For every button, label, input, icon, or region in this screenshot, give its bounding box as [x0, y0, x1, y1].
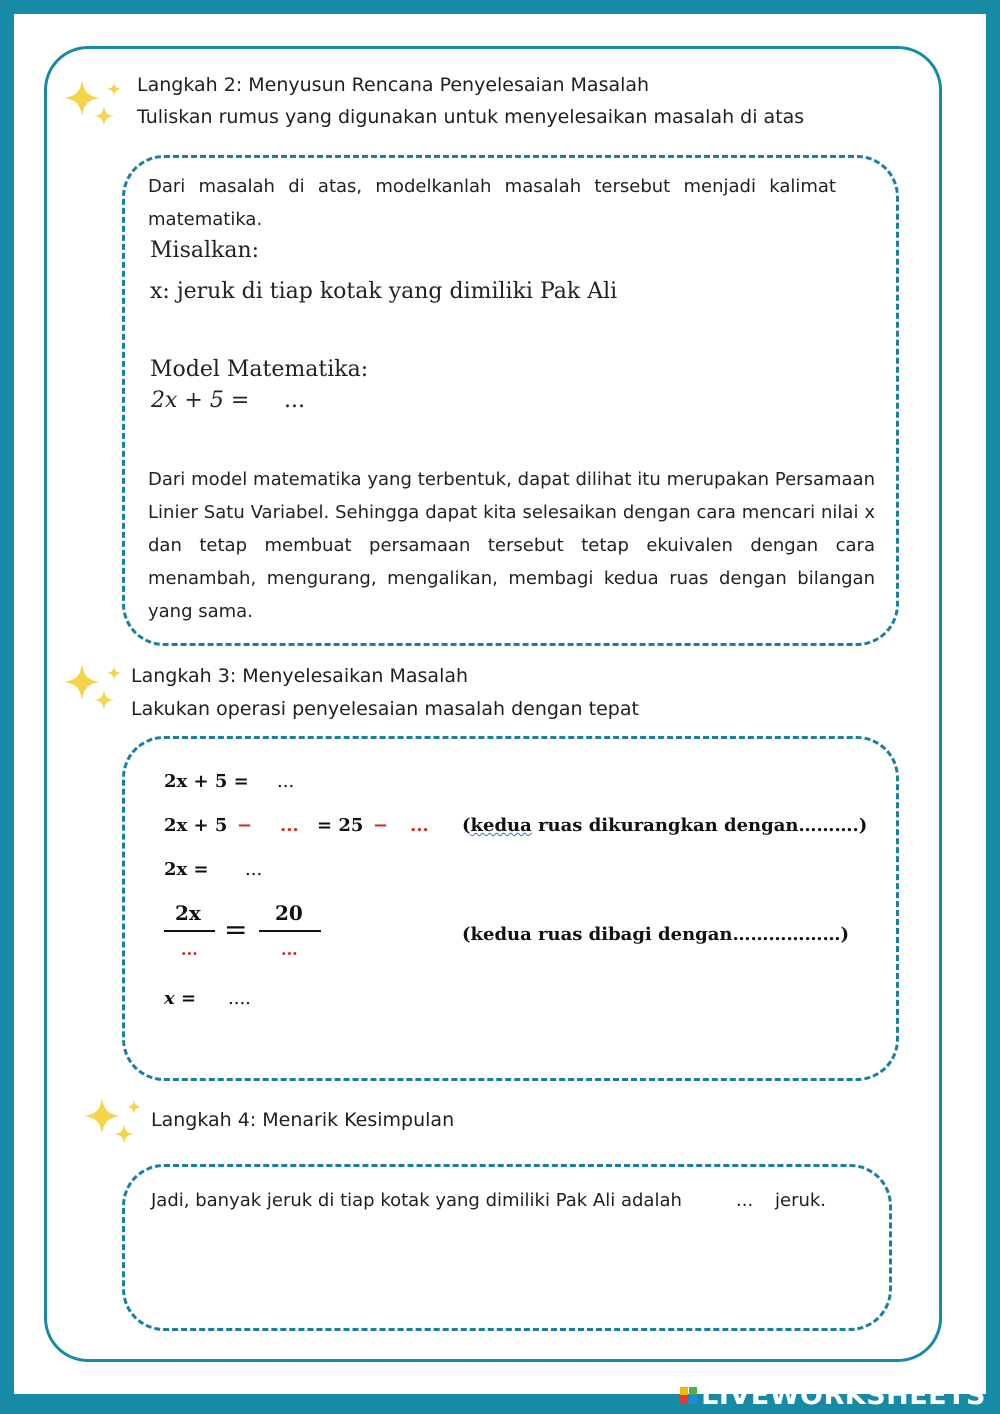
- step2-instruction: Tuliskan rumus yang digunakan untuk menyelesaikan masalah di atas: [137, 106, 805, 128]
- step3-line2-lhs: 2x + 5: [164, 815, 228, 836]
- step4-conclusion-post: jeruk.: [775, 1190, 827, 1211]
- let-definition: x: jeruk di tiap kotak yang dimiliki Pak Ali: [150, 279, 618, 304]
- step3-line4-note: (kedua ruas dibagi dengan………………): [462, 924, 850, 945]
- sparkle-icon: [82, 1094, 146, 1148]
- step3-instruction: Lakukan operasi penyelesaian masalah dengan tepat: [131, 698, 639, 720]
- step3-line1-lhs: 2x + 5 =: [164, 771, 249, 792]
- model-label: Model Matematika:: [150, 357, 369, 382]
- frac-right-bar: [259, 930, 321, 932]
- step3-title: Langkah 3: Menyelesaikan Masalah: [131, 665, 469, 687]
- model-blank[interactable]: ...: [284, 388, 305, 413]
- frac-left-denominator[interactable]: ...: [181, 940, 198, 959]
- step3-line3-lhs: 2x =: [164, 859, 209, 880]
- let-label: Misalkan:: [150, 238, 260, 263]
- step3-line3-blank[interactable]: ...: [245, 859, 263, 880]
- step3-line2-mid: = 25: [317, 815, 364, 836]
- liveworksheets-logo: [680, 1378, 986, 1412]
- model-equation: 2x + 5 =: [151, 388, 250, 413]
- frac-left-bar: [164, 930, 215, 932]
- frac-right-denominator[interactable]: ...: [281, 940, 298, 959]
- step2-intro: Dari masalah di atas, modelkanlah masalah tersebut menjadi kalimat matematika.: [148, 176, 836, 230]
- step3-line2-minus2: −: [373, 815, 389, 836]
- step3-line2-blank[interactable]: ...: [280, 815, 299, 836]
- step3-line2-blank2[interactable]: ...: [410, 815, 429, 836]
- sparkle-icon: [62, 660, 126, 714]
- step3-line5-blank[interactable]: ....: [228, 988, 251, 1009]
- step4-conclusion-pre: Jadi, banyak jeruk di tiap kotak yang dimiliki Pak Ali adalah: [151, 1190, 682, 1211]
- frac-left-numerator: 2x: [175, 901, 201, 925]
- step3-line1-blank[interactable]: ...: [277, 771, 295, 792]
- step3-line2-note: (kedua ruas dikurangkan dengan……….): [462, 815, 868, 836]
- frac-right-numerator: 20: [275, 901, 303, 925]
- step2-title: Langkah 2: Menyusun Rencana Penyelesaian Masalah: [137, 74, 650, 96]
- step3-line2-minus: −: [237, 815, 253, 836]
- sparkle-icon: [62, 76, 126, 130]
- step4-conclusion-blank[interactable]: ...: [736, 1190, 754, 1211]
- step2-explanation: Dari model matematika yang terbentuk, dapat dilihat itu merupakan Persamaan Linier Satu Variabel. Sehingga dapat kita selesaikan dengan cara mencari nilai x dan tetap membuat persamaan tersebut tetap ekuivalen dengan cara menambah, mengurang, mengalikan, membagi kedua ruas dengan bilangan yang sama.: [148, 469, 875, 622]
- brand-name: LIVEWORKSHEETS: [701, 1379, 986, 1411]
- step4-title: Langkah 4: Menarik Kesimpulan: [151, 1109, 455, 1131]
- step3-line5-lhs: x =: [164, 988, 197, 1009]
- logo-mark-icon: [680, 1387, 697, 1404]
- frac-equals: =: [224, 913, 248, 946]
